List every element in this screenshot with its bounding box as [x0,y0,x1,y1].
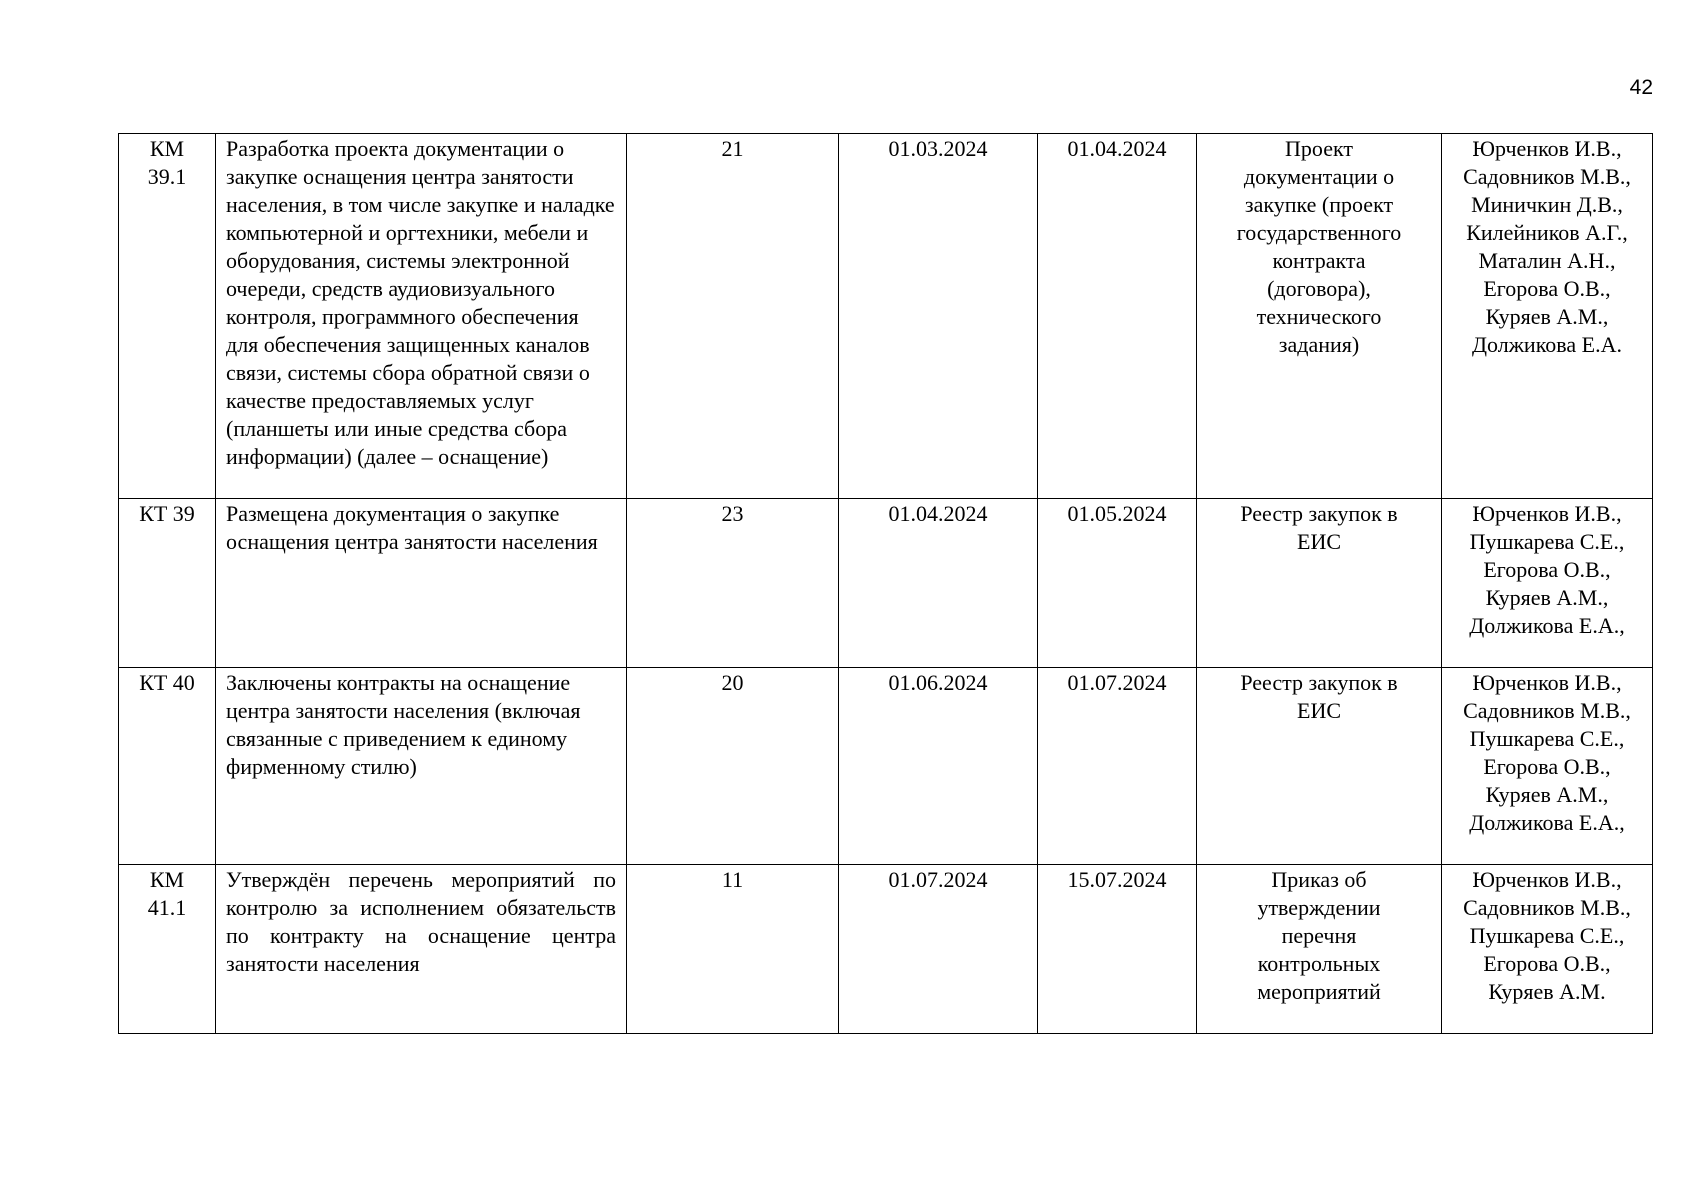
responsible-person: Должикова Е.А. [1472,332,1622,357]
document-line: закупке (проект [1244,192,1394,217]
document-line: задания) [1278,332,1360,357]
schedule-table [118,133,1653,1034]
document-line: мероприятий [1257,979,1381,1004]
responsible-person: Куряев А.М. [1488,979,1606,1004]
document-cell [1197,134,1442,499]
table-row [119,668,1653,865]
table-row [119,499,1653,668]
document-line: утверждении [1257,895,1381,920]
responsible-cell [1442,865,1653,1034]
document-line: государственного [1236,220,1402,245]
responsible-cell [1442,134,1653,499]
responsible-person: Егорова О.В., [1483,951,1611,976]
start-date-cell: 01.04.2024 [839,499,1038,668]
table-row [119,134,1653,499]
table-row [119,865,1653,1034]
document-line: контрольных [1257,951,1381,976]
end-date-cell: 01.07.2024 [1038,668,1197,865]
page-number: 42 [1629,76,1653,99]
responsible-person: Куряев А.М., [1485,585,1609,610]
days-cell: 21 [627,134,839,499]
responsible-person: Пушкарева С.Е., [1469,923,1625,948]
code-cell [119,134,216,499]
responsible-person: Куряев А.М., [1485,304,1609,329]
code-line: 39.1 [147,164,187,189]
responsible-person: Юрченков И.В., [1472,867,1622,892]
document-line: Реестр закупок в [1240,670,1398,695]
responsible-person: Маталин А.Н., [1478,248,1616,273]
document-line: документации о [1243,164,1395,189]
document-line: перечня [1281,923,1357,948]
end-date-cell: 01.05.2024 [1038,499,1197,668]
code-line: КМ [149,136,185,161]
responsible-person: Егорова О.В., [1483,557,1611,582]
responsible-person: Юрченков И.В., [1472,136,1622,161]
responsible-person: Юрченков И.В., [1472,501,1622,526]
responsible-person: Садовников М.В., [1463,895,1631,920]
responsible-person: Егорова О.В., [1483,276,1611,301]
code-line: КТ 40 [139,670,195,695]
code-line: КМ [149,867,185,892]
document-cell [1197,499,1442,668]
days-cell: 20 [627,668,839,865]
document-line: технического [1256,304,1382,329]
responsible-person: Юрченков И.В., [1472,670,1622,695]
responsible-person: Килейников А.Г., [1466,220,1628,245]
responsible-person: Пушкарева С.Е., [1469,529,1625,554]
responsible-person: Пушкарева С.Е., [1469,726,1625,751]
document-line: ЕИС [1297,698,1341,723]
document-line: контракта [1272,248,1366,273]
document-line: Реестр закупок в [1240,501,1398,526]
document-cell [1197,668,1442,865]
days-cell: 23 [627,499,839,668]
document-line: Проект [1285,136,1353,161]
responsible-person: Садовников М.В., [1463,164,1631,189]
responsible-person: Куряев А.М., [1485,782,1609,807]
responsible-person: Миничкин Д.В., [1471,192,1623,217]
name-cell: Размещена документация о закупке оснащения центра занятости населения [216,499,627,668]
name-cell: Разработка проекта документации о закупке оснащения центра занятости населения, в том числе закупке и наладке компьютерной и оргтехники, мебели и оборудования, системы электронной очереди, средств аудиовизуального контроля, программного обеспечения для обеспечения защищенных каналов связи, системы сбора обратной связи о качестве предоставляемых услуг (планшеты или иные средства сбора информации) (далее – оснащение) [216,134,627,499]
start-date-cell: 01.06.2024 [839,668,1038,865]
code-cell [119,865,216,1034]
responsible-cell [1442,499,1653,668]
end-date-cell: 15.07.2024 [1038,865,1197,1034]
start-date-cell: 01.03.2024 [839,134,1038,499]
document-line: ЕИС [1297,529,1341,554]
start-date-cell: 01.07.2024 [839,865,1038,1034]
responsible-person: Егорова О.В., [1483,754,1611,779]
code-cell [119,668,216,865]
document-line: (договора), [1267,276,1371,301]
end-date-cell: 01.04.2024 [1038,134,1197,499]
responsible-person: Садовников М.В., [1463,698,1631,723]
responsible-cell [1442,668,1653,865]
code-line: КТ 39 [139,501,195,526]
name-cell: Утверждён перечень мероприятий по контролю за исполнением обязательств по контракту на оснащение центра занятости населения [216,865,627,1034]
name-cell: Заключены контракты на оснащение центра занятости населения (включая связанные с приведением к единому фирменному стилю) [216,668,627,865]
responsible-person: Должикова Е.А., [1469,613,1625,638]
responsible-person: Должикова Е.А., [1469,810,1625,835]
code-line: 41.1 [147,895,187,920]
document-line: Приказ об [1271,867,1367,892]
days-cell: 11 [627,865,839,1034]
document-cell [1197,865,1442,1034]
code-cell [119,499,216,668]
